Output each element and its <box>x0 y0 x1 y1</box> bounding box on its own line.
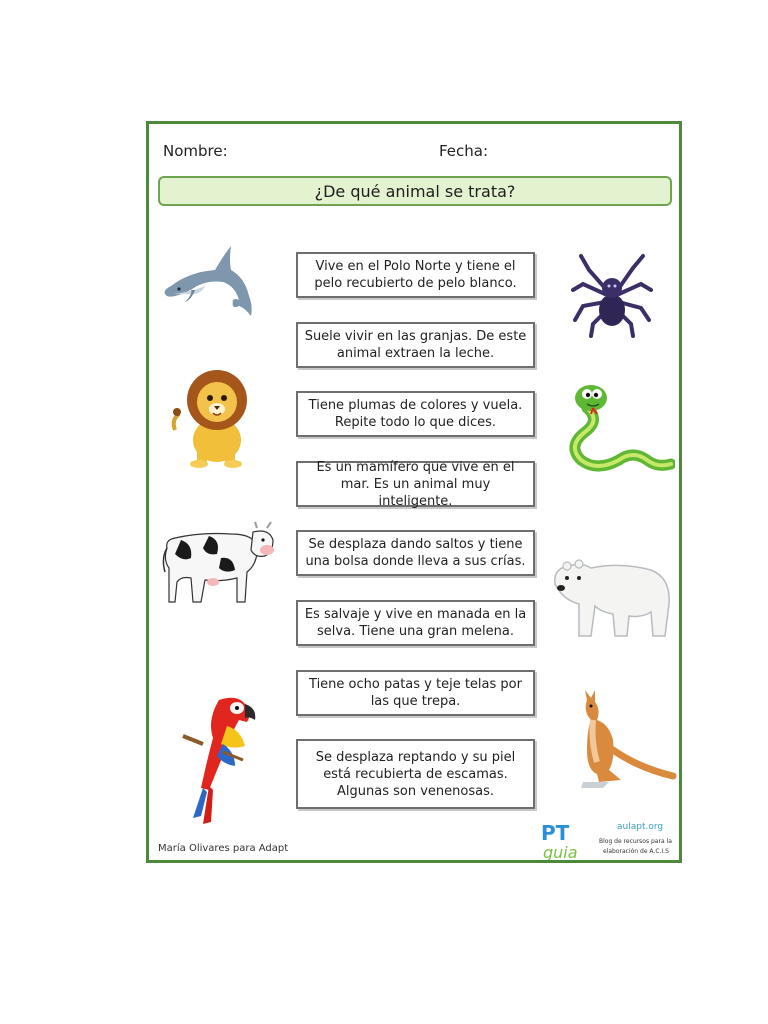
clue-box: Se desplaza dando saltos y tiene una bolsa donde lleva a sus crías. <box>296 530 535 576</box>
worksheet <box>146 121 682 863</box>
site-tagline-1: Blog de recursos para la <box>599 838 672 845</box>
site-tagline-2: elaboración de A.C.I.S <box>603 848 669 855</box>
clue-box: Vive en el Polo Norte y tiene el pelo recubierto de pelo blanco. <box>296 252 535 298</box>
site-url: aulapt.org <box>617 822 664 832</box>
cow-icon <box>161 518 275 608</box>
clue-box: Es un mamífero que vive en el mar. Es un animal muy inteligente. <box>296 461 535 507</box>
ptguia-logo-icon <box>539 820 599 860</box>
logo-text-top: PT <box>541 821 570 845</box>
polar-bear-icon <box>551 554 677 640</box>
kangaroo-icon <box>569 690 677 790</box>
name-label: Nombre: <box>163 142 228 160</box>
dolphin-icon <box>161 242 255 320</box>
parrot-icon <box>179 690 261 826</box>
clue-box: Tiene plumas de colores y vuela. Repite todo lo que dices. <box>296 391 535 437</box>
author-credit: María Olivares para Adapt <box>158 843 289 854</box>
logo-text-bottom: guia <box>543 843 578 860</box>
clue-box: Suele vivir en las granjas. De este animal extraen la leche. <box>296 322 535 368</box>
site-logo <box>539 820 679 860</box>
clue-box: Se desplaza reptando y su piel está recubierta de escamas. Algunas son venenosas. <box>296 739 535 809</box>
clue-box: Es salvaje y vive en manada en la selva. Tiene una gran melena. <box>296 600 535 646</box>
worksheet-title: ¿De qué animal se trata? <box>158 176 672 206</box>
spider-icon <box>571 250 653 338</box>
date-label: Fecha: <box>439 142 489 160</box>
snake-icon <box>557 380 675 474</box>
lion-icon <box>169 368 259 468</box>
clue-box: Tiene ocho patas y teje telas por las que trepa. <box>296 670 535 716</box>
